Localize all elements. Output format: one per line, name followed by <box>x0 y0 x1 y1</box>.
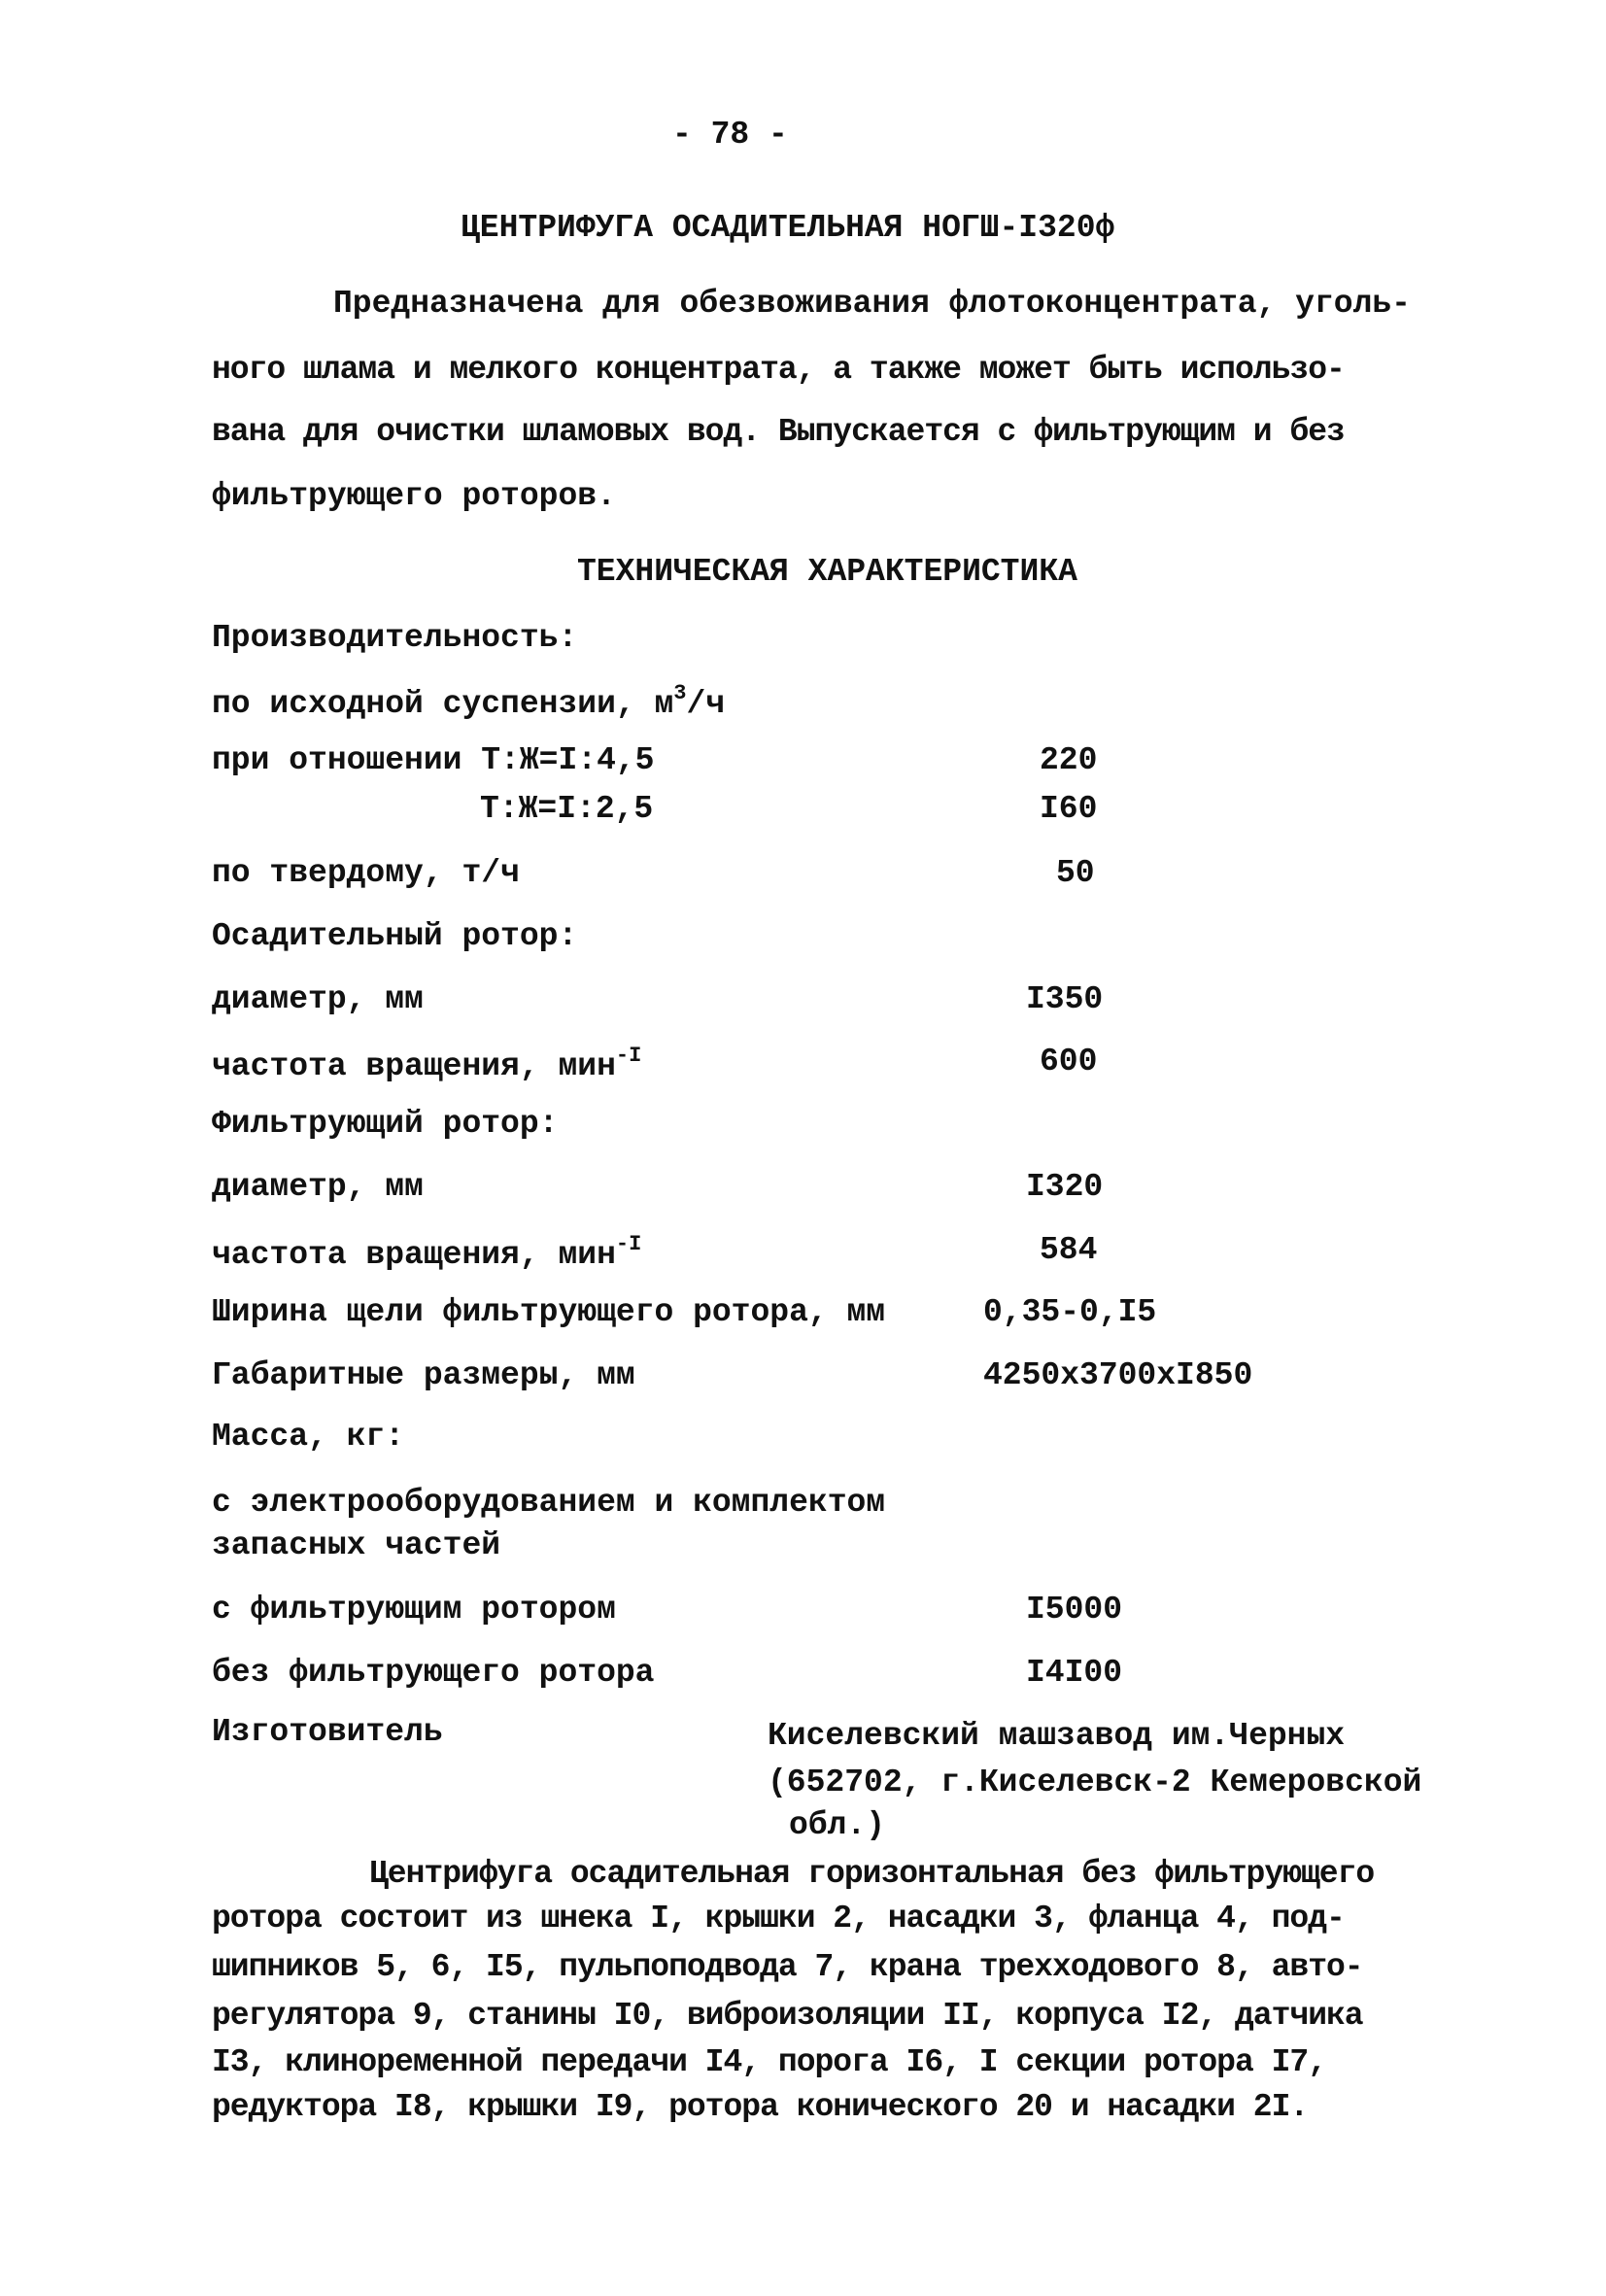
intro-line-1: Предназначена для обезвоживания флотоконцентрата, уголь- <box>333 286 1411 322</box>
spec-ratio1-value: 220 <box>1040 742 1098 778</box>
spec-settling-diameter-label: диаметр, мм <box>212 981 424 1017</box>
spec-filter-diameter-value: I320 <box>1026 1169 1104 1205</box>
description-line-6: редуктора I8, крышки I9, ротора конического 20 и насадки 2I. <box>212 2089 1309 2125</box>
description-line-2: ротора состоит из шнека I, крышки 2, насадки 3, фланца 4, под- <box>212 1901 1345 1936</box>
spec-ratio2-label: Т:Ж=I:2,5 <box>480 791 654 827</box>
page-number: - 78 - <box>672 117 788 153</box>
intro-line-4: фильтрующего роторов. <box>212 478 616 514</box>
description-line-1: Центрифуга осадительная горизонтальная без фильтрующего <box>369 1856 1375 1892</box>
spec-settling-speed-value: 600 <box>1040 1044 1098 1079</box>
spec-settling-rotor: Осадительный ротор: <box>212 918 578 954</box>
spec-mass-note-line-1: с электрооборудованием и комплектом <box>212 1485 886 1521</box>
spec-productivity: Производительность: <box>212 620 578 656</box>
document-title: ЦЕНТРИФУГА ОСАДИТЕЛЬНАЯ НОГШ-I320ф <box>461 210 1115 246</box>
spec-ratio2-value: I60 <box>1040 791 1098 827</box>
spec-manufacturer-line-1: Киселевский машзавод им.Черных <box>768 1718 1346 1754</box>
spec-without-filter-value: I4I00 <box>1026 1655 1123 1691</box>
spec-manufacturer-label: Изготовитель <box>212 1714 443 1750</box>
spec-solid-value: 50 <box>1056 855 1095 891</box>
intro-line-2: ного шлама и мелкого концентрата, а также может быть использо- <box>212 352 1345 388</box>
spec-solid-label: по твердому, т/ч <box>212 855 520 891</box>
spec-manufacturer-line-2: (652702, г.Киселевск-2 Кемеровской <box>768 1765 1422 1800</box>
spec-slot-width-label: Ширина щели фильтрующего ротора, мм <box>212 1294 886 1330</box>
description-line-4: регулятора 9, станины I0, виброизоляции II, корпуса I2, датчика <box>212 1998 1363 2034</box>
spec-mass-note-line-2: запасных частей <box>212 1527 501 1563</box>
spec-filter-diameter-label: диаметр, мм <box>212 1169 424 1205</box>
spec-filter-speed-value: 584 <box>1040 1232 1098 1268</box>
spec-feed-label: по исходной суспензии, $м^3/ч$ <box>212 681 726 722</box>
spec-manufacturer-line-3: обл.) <box>789 1807 886 1843</box>
spec-mass-label: Масса, кг: <box>212 1419 405 1455</box>
description-line-5: I3, клиноременной передачи I4, порога I6, I секции ротора I7, <box>212 2044 1326 2080</box>
description-line-3: шипников 5, 6, I5, пульпоподвода 7, крана трехходового 8, авто- <box>212 1949 1363 1985</box>
spec-dimensions-label: Габаритные размеры, мм <box>212 1357 635 1393</box>
intro-line-3: вана для очистки шламовых вод. Выпускается с фильтрующим и без <box>212 414 1345 450</box>
spec-with-filter-label: с фильтрующим ротором <box>212 1592 616 1628</box>
spec-filter-speed-label: частота вращения, мин$^{-I}$ <box>212 1232 642 1273</box>
spec-without-filter-label: без фильтрующего ротора <box>212 1655 655 1691</box>
spec-filter-rotor: Фильтрующий ротор: <box>212 1106 559 1142</box>
spec-slot-width-value: 0,35-0,I5 <box>983 1294 1157 1330</box>
spec-with-filter-value: I5000 <box>1026 1592 1123 1628</box>
spec-dimensions-value: 4250x3700xI850 <box>983 1357 1253 1393</box>
spec-ratio1-label: при отношении Т:Ж=I:4,5 <box>212 742 655 778</box>
spec-settling-speed-label: частота вращения, мин$^{-I}$ <box>212 1044 642 1084</box>
specs-heading: ТЕХНИЧЕСКАЯ ХАРАКТЕРИСТИКА <box>577 554 1077 590</box>
spec-settling-diameter-value: I350 <box>1026 981 1104 1017</box>
